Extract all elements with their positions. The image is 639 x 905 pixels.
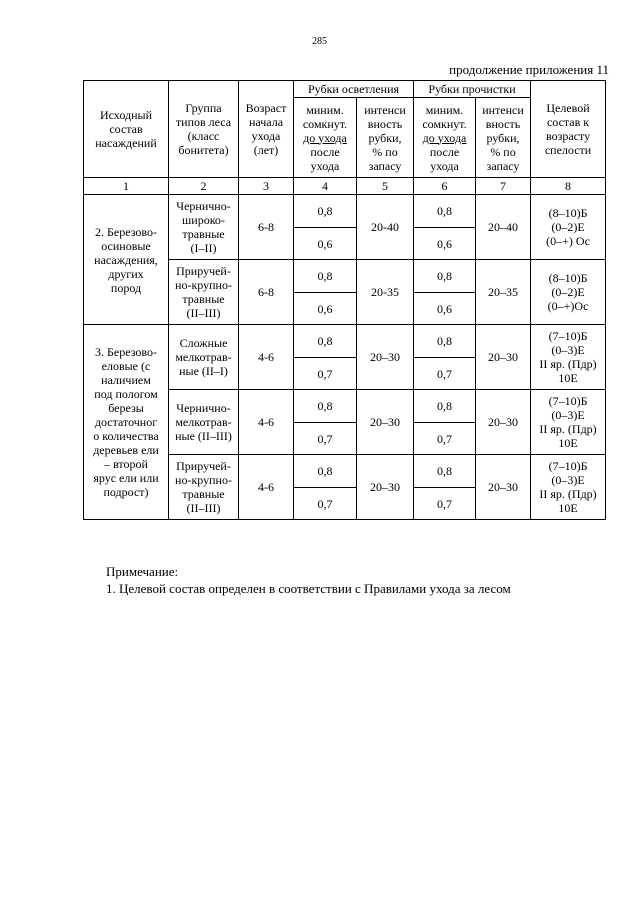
- lightening-density-after: 0,7: [294, 358, 357, 390]
- lightening-density-after: 0,7: [294, 423, 357, 455]
- cleaning-intensity-cell: 20–40: [476, 195, 531, 260]
- header-start-age: Возраст начала ухода (лет): [239, 81, 294, 178]
- cleaning-density-after: 0,6: [414, 228, 476, 260]
- cleaning-density-before: 0,8: [414, 260, 476, 293]
- lightening-density-before: 0,8: [294, 455, 357, 488]
- lightening-density-before: 0,8: [294, 390, 357, 423]
- cleaning-density-before: 0,8: [414, 390, 476, 423]
- lightening-intensity-cell: 20–30: [357, 325, 414, 390]
- lightening-intensity-cell: 20-35: [357, 260, 414, 325]
- column-number: 7: [476, 178, 531, 195]
- column-number: 3: [239, 178, 294, 195]
- group-title: 2. Березово- осиновые насаждения, других пород: [84, 195, 169, 325]
- lightening-intensity-cell: 20-40: [357, 195, 414, 260]
- header-lightening-cuttings: Рубки осветления: [294, 81, 414, 98]
- header-lightening-intensity: интенси вность рубки, % по запасу: [357, 98, 414, 178]
- header-row-top: [84, 81, 606, 98]
- lightening-density-after: 0,6: [294, 228, 357, 260]
- header-cleaning-cuttings: Рубки прочистки: [414, 81, 531, 98]
- target-composition-cell: (7–10)Б (0–3)Е II яр. (Пдр) 10Е: [531, 455, 606, 520]
- page-number: 285: [312, 36, 327, 47]
- forest-type-cell: Сложные мелкотрав- ные (II–I): [169, 325, 239, 390]
- header-initial-composition: Исходный состав насаждений: [84, 81, 169, 178]
- table-row: [84, 325, 606, 358]
- header-cleaning-intensity: интенси вность рубки, % по запасу: [476, 98, 531, 178]
- cleaning-intensity-cell: 20–30: [476, 390, 531, 455]
- forest-type-cell: Приручей- но-крупно- травные (II–III): [169, 455, 239, 520]
- header-forest-type-group: Группа типов леса (класс бонитета): [169, 81, 239, 178]
- target-composition-cell: (8–10)Б (0–2)Е (0–+)Ос: [531, 260, 606, 325]
- cleaning-density-after: 0,6: [414, 293, 476, 325]
- cleaning-density-before: 0,8: [414, 455, 476, 488]
- start-age-cell: 4-6: [239, 390, 294, 455]
- cleaning-intensity-cell: 20–30: [476, 455, 531, 520]
- silviculture-table: [83, 80, 606, 520]
- cleaning-intensity-cell: 20–35: [476, 260, 531, 325]
- lightening-density-before: 0,8: [294, 195, 357, 228]
- notes-title: Примечание:: [106, 564, 179, 579]
- column-number: 4: [294, 178, 357, 195]
- start-age-cell: 4-6: [239, 455, 294, 520]
- forest-type-cell: Чернично- мелкотрав- ные (II–III): [169, 390, 239, 455]
- column-number: 2: [169, 178, 239, 195]
- note-item: 1. Целевой состав определен в соответствии с Правилами ухода за лесом: [106, 581, 511, 596]
- cleaning-intensity-cell: 20–30: [476, 325, 531, 390]
- table-row: [84, 195, 606, 228]
- column-number: 1: [84, 178, 169, 195]
- cleaning-density-after: 0,7: [414, 358, 476, 390]
- lightening-intensity-cell: 20–30: [357, 390, 414, 455]
- start-age-cell: 4-6: [239, 325, 294, 390]
- continuation-caption: продолжение приложения 11: [449, 62, 609, 77]
- forest-type-cell: Приручей- но-крупно- травные (II–III): [169, 260, 239, 325]
- target-composition-cell: (8–10)Б (0–2)Е (0–+) Ос: [531, 195, 606, 260]
- cleaning-density-after: 0,7: [414, 488, 476, 520]
- start-age-cell: 6-8: [239, 260, 294, 325]
- forest-type-cell: Чернично- широко- травные (I–II): [169, 195, 239, 260]
- lightening-density-before: 0,8: [294, 325, 357, 358]
- cleaning-density-before: 0,8: [414, 325, 476, 358]
- group-title: 3. Березово- еловые (с наличием под пологом березы достаточног о количества деревьев ели – второй ярус ели или подрост): [84, 325, 169, 520]
- header-lightening-min-density: миним. сомкнут. до ухода после ухода: [294, 98, 357, 178]
- lightening-density-after: 0,7: [294, 488, 357, 520]
- lightening-intensity-cell: 20–30: [357, 455, 414, 520]
- column-number: 6: [414, 178, 476, 195]
- column-number: 5: [357, 178, 414, 195]
- lightening-density-after: 0,6: [294, 293, 357, 325]
- lightening-density-before: 0,8: [294, 260, 357, 293]
- target-composition-cell: (7–10)Б (0–3)Е II яр. (Пдр) 10Е: [531, 325, 606, 390]
- header-cleaning-min-density: миним. сомкнут. до ухода после ухода: [414, 98, 476, 178]
- column-number: 8: [531, 178, 606, 195]
- cleaning-density-before: 0,8: [414, 195, 476, 228]
- cleaning-density-after: 0,7: [414, 423, 476, 455]
- header-target-composition: Целевой состав к возрасту спелости: [531, 81, 606, 178]
- start-age-cell: 6-8: [239, 195, 294, 260]
- column-number-row: [84, 178, 606, 195]
- notes-section: [106, 563, 511, 597]
- target-composition-cell: (7–10)Б (0–3)Е II яр. (Пдр) 10Е: [531, 390, 606, 455]
